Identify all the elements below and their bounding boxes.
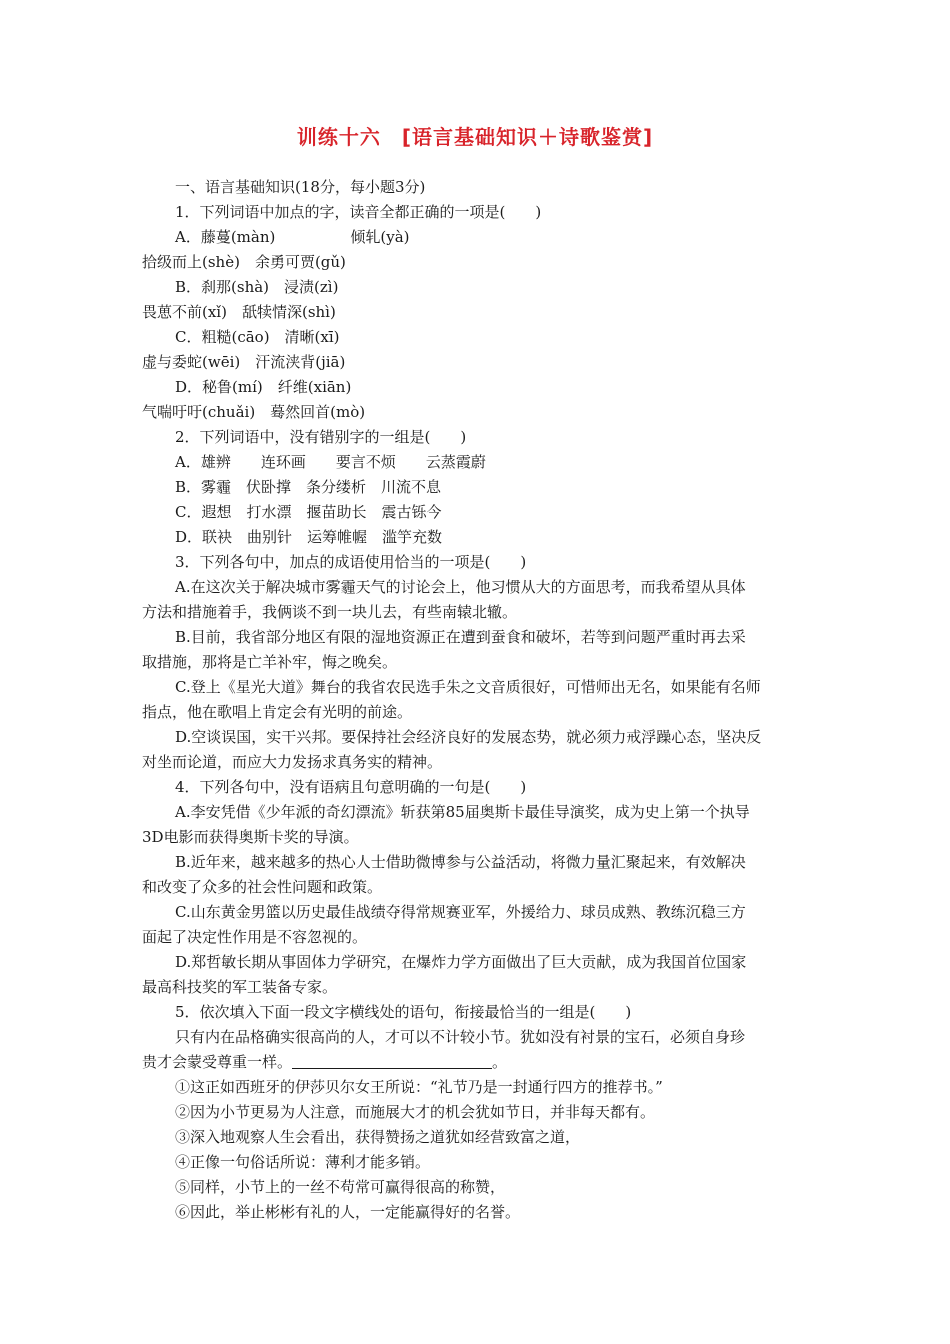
passage-text: 贵才会蒙受尊重一样。 <box>142 1053 293 1071</box>
option-b-line1: B．刹那(shà) 浸渍(zì) <box>175 278 339 296</box>
question-stem: 3．下列各句中，加点的成语使用恰当的一项是( ) <box>175 553 527 571</box>
option-d-line1: D．秘鲁(mí) 纤维(xiān) <box>175 378 352 396</box>
passage-line1: 只有内在品格确实很高尚的人，才可以不计较小节。犹如没有衬景的宝石，必须自身珍 <box>175 1028 746 1046</box>
option-d-line2: 对坐而论道，而应大力发扬求真务实的精神。 <box>142 753 443 771</box>
option-d: D．联袂 曲别针 运筹帷幄 滥竽充数 <box>175 528 443 546</box>
option-c-line2: 指点，他在歌唱上肯定会有光明的前途。 <box>142 703 413 721</box>
sentence-option-4: ④正像一句俗话所说：薄利才能多销。 <box>175 1153 431 1171</box>
option-b-line2: 畏葸不前(xǐ) 舐犊情深(shì) <box>142 303 336 321</box>
sentence-option-5: ⑤同样，小节上的一丝不苟常可赢得很高的称赞， <box>175 1178 506 1196</box>
option-a-line1: A.在这次关于解决城市雾霾天气的讨论会上，他习惯从大的方面思考，而我希望从具体 <box>175 578 746 596</box>
option-c-line2: 虚与委蛇(wēi) 汗流浃背(jiā) <box>142 353 346 371</box>
question-2 <box>175 425 810 550</box>
sentence-option-6: ⑥因此，举止彬彬有礼的人，一定能赢得好的名誉。 <box>175 1203 521 1221</box>
option-c-line1: C.登上《星光大道》舞台的我省农民选手朱之文音质很好，可惜师出无名，如果能有名师 <box>175 678 761 696</box>
option-a-line1: A.李安凭借《少年派的奇幻漂流》斩获第85届奥斯卡最佳导演奖，成为史上第一个执导 <box>175 803 750 821</box>
option-a-line2: 拾级而上(shè) 余勇可贾(gǔ) <box>142 253 346 271</box>
option-b-line1: B.近年来，越来越多的热心人士借助微博参与公益活动，将微力量汇聚起来，有效解决 <box>175 853 746 871</box>
option-d-line2: 最高科技奖的军工装备专家。 <box>142 978 338 996</box>
page-title: 训练十六 [语言基础知识＋诗歌鉴赏] <box>296 125 654 149</box>
exercise-body <box>142 175 810 1225</box>
question-stem: 4．下列各句中，没有语病且句意明确的一句是( ) <box>175 778 527 796</box>
question-stem: 2．下列词语中，没有错别字的一组是( ) <box>175 428 467 446</box>
option-a-line1: A．藤蔓(màn) 倾轧(yà) <box>175 228 410 246</box>
sentence-option-1: ①这正如西班牙的伊莎贝尔女王所说：“礼节乃是一封通行四方的推荐书。” <box>175 1078 663 1096</box>
option-d-line1: D.空谈误国，实干兴邦。要保持社会经济良好的发展态势，就必须力戒浮躁心态，坚决反 <box>175 728 762 746</box>
question-stem: 5．依次填入下面一段文字横线处的语句，衔接最恰当的一组是( ) <box>175 1003 632 1021</box>
sentence-option-3: ③深入地观察人生会看出，获得赞扬之道犹如经营致富之道， <box>175 1128 581 1146</box>
question-5 <box>142 1000 810 1225</box>
option-a-line2: 3D电影而获得奥斯卡奖的导演。 <box>142 828 359 846</box>
option-a: A．雄辨 连环画 要言不烦 云蒸霞蔚 <box>175 453 486 471</box>
option-b-line2: 取措施，那将是亡羊补牢，悔之晚矣。 <box>142 653 398 671</box>
option-d-line2: 气喘吁吁(chuǎi) 蓦然回首(mò) <box>142 403 366 421</box>
option-b-line1: B.目前，我省部分地区有限的湿地资源正在遭到蚕食和破坏，若等到问题严重时再去采 <box>175 628 746 646</box>
question-1 <box>142 200 810 425</box>
section-heading: 一、语言基础知识(18分，每小题3分) <box>175 178 426 196</box>
question-stem: 1．下列词语中加点的字，读音全都正确的一项是( ) <box>175 203 542 221</box>
answer-blank <box>292 1052 492 1069</box>
question-3 <box>142 550 810 775</box>
option-c-line2: 面起了决定性作用是不容忽视的。 <box>142 928 368 946</box>
option-a-line2: 方法和措施着手，我俩谈不到一块儿去，有些南辕北辙。 <box>142 603 518 621</box>
passage-line2 <box>142 1050 810 1075</box>
option-c-line1: C．粗糙(cāo) 清晰(xī) <box>175 328 340 346</box>
passage-end: 。 <box>492 1053 508 1071</box>
question-4 <box>142 775 810 1000</box>
option-b-line2: 和改变了众多的社会性问题和政策。 <box>142 878 383 896</box>
sentence-option-2: ②因为小节更易为人注意，而施展大才的机会犹如节日，并非每天都有。 <box>175 1103 656 1121</box>
option-c-line1: C.山东黄金男篮以历史最佳战绩夺得常规赛亚军，外援给力、球员成熟、教练沉稳三方 <box>175 903 746 921</box>
option-b: B．雾霾 伏卧撑 条分缕析 川流不息 <box>175 478 442 496</box>
option-c: C．遐想 打水漂 揠苗助长 震古铄今 <box>175 503 442 521</box>
option-d-line1: D.郑哲敏长期从事固体力学研究，在爆炸力学方面做出了巨大贡献，成为我国首位国家 <box>175 953 747 971</box>
